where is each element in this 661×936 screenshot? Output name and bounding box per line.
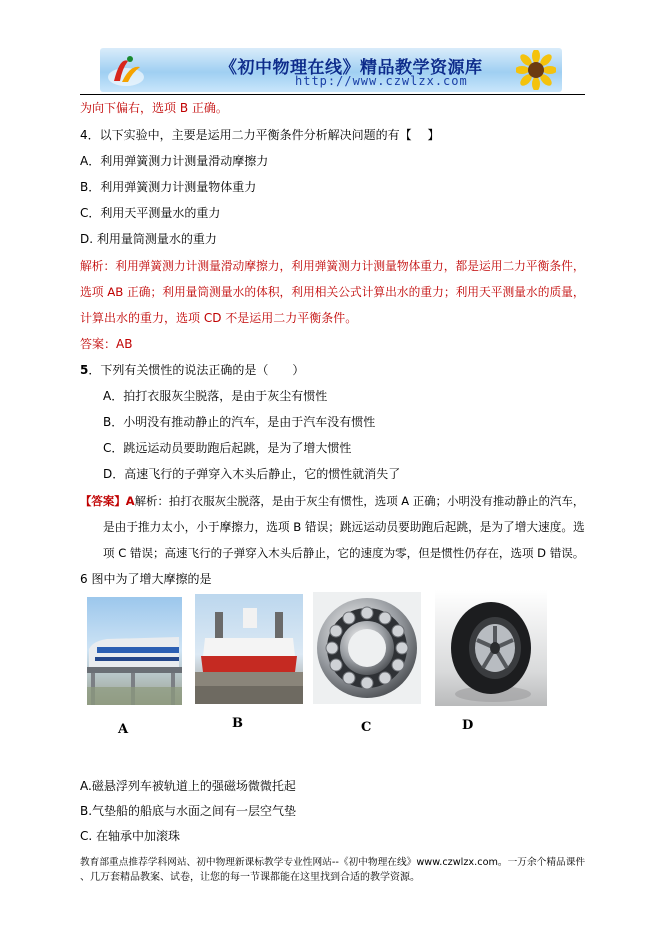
q6-option-b: B.气垫船的船底与水面之间有一层空气垫 (80, 804, 297, 818)
q4-option-a: A．利用弹簧测力计测量滑动摩擦力 (80, 154, 269, 168)
tire-image (435, 590, 547, 706)
q4-analysis-line-2: 选项 AB 正确；利用量筒测量水的体积，利用相关公式计算出水的重力；利用天平测量水的质量， (80, 285, 585, 299)
prev-answer-line: 为向下偏右，选项 B 正确。 (80, 101, 228, 115)
q6-option-a: A.磁悬浮列车被轨道上的强磁场微微托起 (80, 779, 296, 793)
footer-line-2: 、几万套精品教案、试卷，让您的每一节课都能在这里找到合适的教学资源。 (80, 872, 420, 883)
header-banner (100, 48, 562, 92)
q5-stem (80, 362, 304, 379)
q4-analysis-line-1: 解析：利用弹簧测力计测量滑动摩擦力，利用弹簧测力计测量物体重力，都是运用二力平衡条件， (80, 259, 585, 273)
q4-option-b: B．利用弹簧测力计测量物体重力 (80, 180, 257, 194)
q5-option-a: A．拍打衣服灰尘脱落，是由于灰尘有惯性 (103, 389, 328, 403)
figure-label-a: A (118, 722, 129, 737)
q6-stem: 6 图中为了增大摩擦的是 (80, 572, 212, 586)
q5-analysis-line-2: 是由于推力太小，小于摩擦力，选项 B 错误；跳远运动员要助跑后起跳，是为了增大速度。选 (103, 520, 585, 534)
q4-option-d: D. 利用量筒测量水的重力 (80, 232, 217, 246)
q5-option-c: C．跳远运动员要助跑后起跳，是为了增大惯性 (103, 441, 352, 455)
banner-title: 《初中物理在线》精品教学资源库 (220, 58, 483, 78)
q6-option-c: C. 在轴承中加滚珠 (80, 829, 181, 843)
q4-analysis-line-3: 计算出水的重力，选项 CD 不是运用二力平衡条件。 (80, 311, 358, 325)
q5-option-b: B．小明没有推动静止的汽车，是由于汽车没有惯性 (103, 415, 376, 429)
sunflower-icon (516, 50, 556, 90)
figure-label-d: D (462, 718, 474, 733)
figure-label-b: B (232, 716, 243, 731)
q4-stem: 4．以下实验中，主要是运用二力平衡条件分析解决问题的有【 】 (80, 128, 440, 142)
q5-stem-text: ．下列有关惯性的说法正确的是（ ） (88, 363, 305, 377)
hovercraft-image (195, 594, 303, 704)
banner-url: http://www.czwlzx.com (295, 74, 468, 88)
header-rule (80, 94, 585, 95)
q5-answer-tag: 【答案】A (80, 494, 135, 508)
q5-option-d: D．高速飞行的子弹穿入木头后静止，它的惯性就消失了 (103, 467, 401, 481)
q5-analysis-line-3: 项 C 错误；高速飞行的子弹穿入木头后静止，它的速度为零，但是惯性仍存在，选项 D 错误。 (103, 546, 585, 560)
footer-line-1: 教育部重点推荐学科网站、初中物理新课标教学专业性网站--《初中物理在线》www.czwlzx.com。一万余个精品课件 (80, 857, 586, 868)
ball-bearing-image (313, 592, 421, 704)
site-logo-icon (106, 51, 146, 89)
maglev-train-image (87, 597, 182, 705)
figure-label-c: C (361, 720, 372, 735)
q5-analysis-text-1: 解析：拍打衣服灰尘脱落，是由于灰尘有惯性，选项 A 正确；小明没有推动静止的汽车， (134, 494, 585, 508)
q4-option-c: C．利用天平测量水的重力 (80, 206, 221, 220)
q5-number: 5 (80, 363, 89, 377)
q5-analysis-line-1 (80, 493, 584, 510)
q4-answer: 答案：AB (80, 337, 133, 351)
